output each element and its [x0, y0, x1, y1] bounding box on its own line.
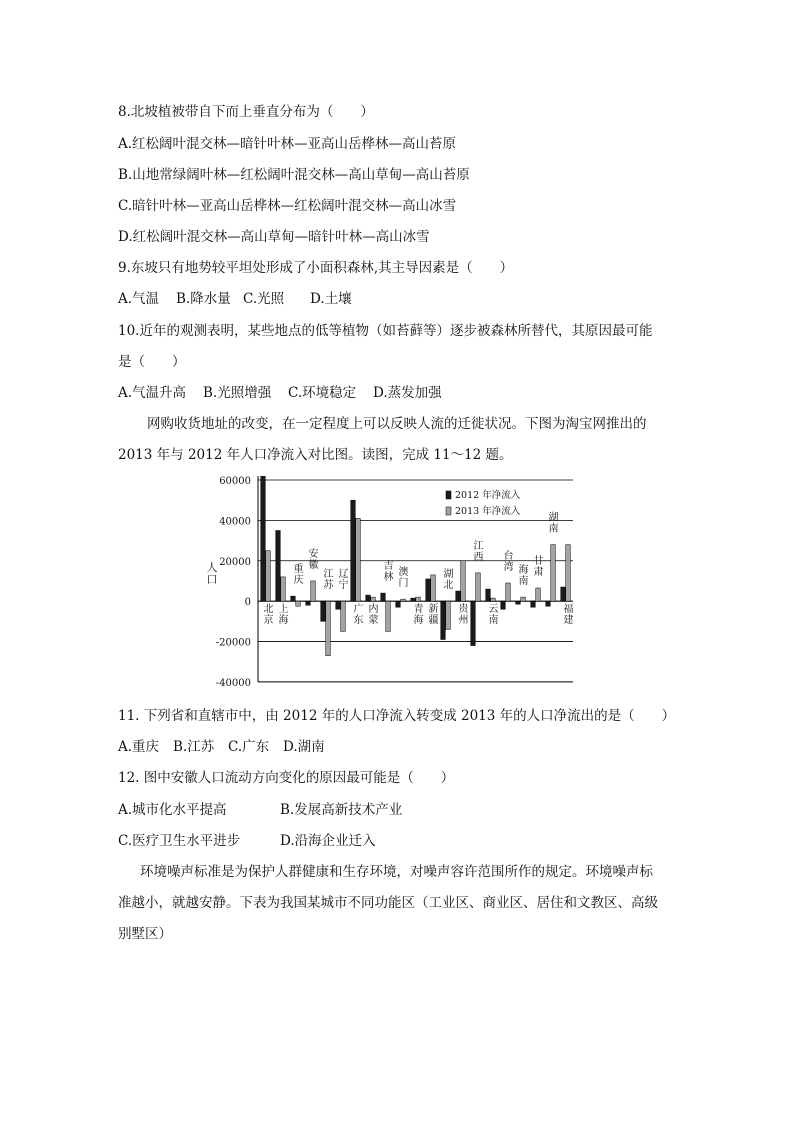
q11-option-d: D.湖南: [283, 739, 325, 755]
bar-2012: [366, 595, 371, 601]
category-label-char: 安: [308, 548, 319, 560]
category-label-char: 江: [473, 540, 484, 552]
category-label-char: 重: [293, 564, 304, 576]
bar-2012: [501, 601, 506, 609]
q9-option-a: A.气温: [118, 291, 160, 307]
category-label-char: 新: [428, 604, 439, 616]
category-label: [414, 602, 424, 626]
category-label-char: 西: [473, 551, 484, 563]
y-tick-label: 60000: [219, 476, 251, 487]
q12-options-row2: [118, 832, 376, 850]
category-label: [399, 565, 409, 589]
bar-2012: [516, 601, 521, 604]
q10-options: [118, 384, 442, 402]
intro2-line3: 别墅区）: [118, 926, 172, 942]
intro2-line1: 环境噪声标准是为保护人群健康和生存环境，对噪声容许范围所作的规定。环境噪声标: [140, 864, 653, 880]
category-label: [504, 549, 514, 573]
category-label-char: 北: [263, 604, 274, 616]
y-axis-label: 口: [206, 573, 218, 586]
bar-2012: [426, 579, 431, 601]
q10-option-b: B.光照增强: [203, 385, 272, 401]
bar-2013: [491, 598, 496, 601]
legend-swatch-2013: [446, 507, 451, 515]
bar-2012: [291, 596, 296, 601]
q8-option-a: A.红松阔叶混交林—暗针叶林—亚高山岳桦林—高山苔原: [118, 136, 457, 152]
category-label-char: 南: [548, 523, 559, 535]
category-label: [279, 602, 289, 626]
category-label-char: 辽: [338, 569, 349, 581]
category-label-char: 台: [503, 550, 514, 562]
q11-option-b: B.江苏: [173, 739, 215, 755]
q9-stem: 9.东坡只有地势较平坦处形成了小面积森林,其主导因素是（ ）: [118, 260, 514, 276]
bar-2012: [276, 530, 281, 601]
intro1-line1: 网购收货地址的改变，在一定程度上可以反映人流的迁徙状况。下图为淘宝网推出的: [147, 416, 647, 432]
bar-2013: [476, 573, 481, 601]
q11-stem: 11. 下列省和直辖市中，由 2012 年的人口净流入转变成 2013 年的人口净流出的是（ ）: [118, 708, 676, 724]
q11-options: [118, 738, 325, 756]
q8-option-b: B.山地常绿阔叶林—红松阔叶混交林—高山草甸—高山苔原: [118, 167, 470, 183]
q9-option-d: D.土壤: [310, 291, 352, 307]
bar-2012: [561, 587, 566, 601]
bar-2012: [456, 591, 461, 601]
bar-2013: [311, 581, 316, 601]
bar-2012: [351, 500, 356, 601]
category-label-char: 苏: [323, 580, 334, 592]
category-label-char: 林: [383, 572, 394, 584]
category-label-char: 湖: [443, 569, 454, 581]
category-label-char: 湾: [503, 561, 514, 573]
bar-2013: [566, 545, 571, 602]
q8-option-d: D.红松阔叶混交林—高山草甸—暗针叶林—高山冰雪: [118, 229, 430, 245]
category-label-char: 蒙: [368, 615, 379, 627]
category-label-char: 吉: [383, 561, 394, 573]
category-label: [354, 602, 364, 626]
q12-option-b: B.发展高新技术产业: [280, 802, 403, 818]
intro1-line2: 2013 年与 2012 年人口净流入对比图。读图，完成 11～12 题。: [118, 447, 513, 463]
bar-2012: [531, 601, 536, 607]
category-label-char: 宁: [338, 580, 349, 592]
category-label: [339, 568, 349, 591]
category-label-char: 南: [488, 615, 499, 627]
y-tick-label: 0: [244, 597, 251, 609]
q9-option-c: C.光照: [243, 291, 285, 307]
q10-option-a: A.气温升高: [118, 385, 187, 401]
bar-2013: [341, 601, 346, 631]
category-label: [429, 603, 439, 626]
bar-2013: [431, 575, 436, 601]
bar-2012: [336, 601, 341, 609]
category-label: [384, 559, 394, 583]
bar-2012: [321, 601, 326, 621]
y-axis-label: 人: [206, 561, 218, 574]
q9-option-b: B.降水量: [176, 291, 231, 307]
bar-2013: [281, 577, 286, 601]
category-label: [534, 554, 544, 578]
category-label-char: 京: [263, 615, 274, 627]
q11-option-a: A.重庆: [118, 739, 160, 755]
bar-2013: [401, 599, 406, 601]
category-label: [474, 540, 484, 563]
legend-swatch-2012: [446, 491, 451, 499]
bar-2012: [381, 593, 386, 601]
category-label: [309, 547, 319, 571]
category-label-char: 云: [488, 604, 499, 616]
category-label-char: 南: [518, 576, 529, 588]
q10-option-d: D.蒸发加强: [373, 385, 442, 401]
q12-option-a: A.城市化水平提高: [118, 802, 227, 818]
bar-2013: [446, 601, 451, 629]
category-label-char: 徽: [308, 559, 319, 571]
category-label-char: 门: [398, 578, 409, 590]
bar-2012: [441, 601, 446, 639]
bar-2012: [396, 601, 401, 607]
category-label-char: 海: [518, 565, 529, 577]
category-label-char: 海: [413, 615, 424, 627]
category-label: [444, 567, 454, 591]
category-label: [264, 603, 274, 626]
y-tick-label: 20000: [219, 556, 251, 568]
population-net-inflow-chart: [200, 476, 600, 690]
bar-2013: [326, 601, 331, 656]
category-label-char: 庆: [293, 575, 304, 587]
q12-stem: 12. 图中安徽人口流动方向变化的原因最可能是（ ）: [118, 770, 455, 786]
y-tick-label: -40000: [215, 677, 251, 689]
category-label: [294, 562, 304, 586]
q8-option-c: C.暗针叶林—亚高山岳桦林—红松阔叶混交林—高山冰雪: [118, 198, 457, 214]
q12-option-c: C.医疗卫生水平进步: [118, 833, 241, 849]
q8-stem: 8.北坡植被带自下而上垂直分布为（ ）: [118, 104, 374, 120]
legend-label-2012: 2012 年净流入: [455, 490, 521, 501]
bar-2013: [371, 597, 376, 601]
q9-options: [118, 290, 352, 308]
q11-option-c: C.广东: [228, 739, 270, 755]
category-label: [564, 602, 574, 626]
category-label-char: 江: [323, 569, 334, 581]
y-tick-label: 40000: [219, 516, 251, 528]
bar-2013: [461, 561, 466, 601]
category-label-char: 湖: [548, 512, 559, 524]
category-label: [324, 568, 335, 591]
q12-option-d: D.沿海企业迁入: [280, 833, 376, 849]
category-label-char: 疆: [428, 615, 439, 627]
q10-stem-line1: 10.近年的观测表明，某些地点的低等植物（如苔藓等）逐步被森林所替代，其原因最可能: [118, 323, 653, 339]
bar-2012: [261, 476, 266, 601]
category-label: [489, 603, 499, 626]
category-label: [519, 563, 529, 587]
bar-2013: [356, 518, 361, 601]
bar-2013: [506, 583, 511, 601]
intro2-line2: 准越小，就越安静。下表为我国某城市不同功能区（工业区、商业区、居住和文教区、高级: [118, 895, 658, 911]
bar-2012: [471, 601, 476, 645]
category-label-char: 广: [353, 604, 364, 616]
bar-2012: [411, 598, 416, 601]
q10-stem-line2: 是（ ）: [118, 354, 186, 370]
category-label-char: 福: [563, 604, 574, 616]
q12-options-row1: [118, 801, 402, 819]
category-label-char: 东: [353, 615, 364, 627]
bar-2013: [521, 597, 526, 601]
bar-2013: [266, 551, 271, 601]
category-label: [549, 511, 559, 535]
category-label-char: 甘: [533, 556, 544, 568]
legend-label-2013: 2013 年净流入: [455, 506, 521, 517]
q10-option-c: C.环境稳定: [288, 385, 357, 401]
category-label-char: 澳: [398, 567, 409, 579]
bar-2012: [486, 589, 491, 601]
category-label-char: 内: [368, 604, 379, 616]
bar-2013: [416, 597, 421, 601]
bar-2012: [306, 601, 311, 605]
category-label-char: 上: [278, 604, 289, 616]
category-label: [369, 602, 379, 626]
bar-2013: [551, 545, 556, 602]
category-label-char: 海: [278, 615, 289, 627]
category-label-char: 肃: [533, 567, 544, 579]
category-label-char: 北: [443, 580, 454, 592]
category-label-char: 州: [458, 615, 469, 627]
bar-2013: [296, 601, 301, 606]
bar-2012: [546, 601, 551, 606]
category-label-char: 贵: [458, 604, 469, 616]
bar-2013: [386, 601, 391, 631]
category-label-char: 青: [413, 604, 424, 616]
category-label: [459, 602, 470, 626]
y-tick-label: -20000: [215, 637, 251, 649]
bar-2013: [536, 588, 541, 601]
category-label-char: 建: [563, 615, 574, 627]
